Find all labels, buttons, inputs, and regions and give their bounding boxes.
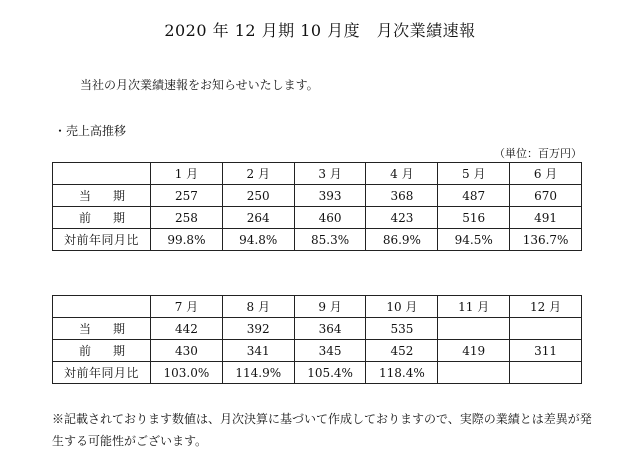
month-header: 12 月 <box>510 296 582 318</box>
value-cell: 487 <box>438 185 510 207</box>
header-row <box>53 163 582 185</box>
row-label-previous: 前期 <box>53 207 151 229</box>
header-corner-cell <box>53 163 151 185</box>
row-label-current: 当期 <box>53 318 151 340</box>
value-cell <box>438 362 510 384</box>
value-cell: 118.4% <box>366 362 438 384</box>
value-cell: 311 <box>510 340 582 362</box>
value-cell: 114.9% <box>222 362 294 384</box>
sales-table-first-half <box>52 162 582 251</box>
month-header: 7 月 <box>151 296 223 318</box>
value-cell <box>510 362 582 384</box>
value-cell: 250 <box>222 185 294 207</box>
intro-text: 当社の月次業績速報をお知らせいたします。 <box>80 78 319 92</box>
value-cell: 99.8% <box>151 229 223 251</box>
value-cell: 345 <box>294 340 366 362</box>
value-cell: 491 <box>510 207 582 229</box>
value-cell: 670 <box>510 185 582 207</box>
current-period-row <box>53 318 582 340</box>
value-cell: 430 <box>151 340 223 362</box>
value-cell: 85.3% <box>294 229 366 251</box>
month-header: 9 月 <box>294 296 366 318</box>
month-header: 6 月 <box>510 163 582 185</box>
value-cell: 257 <box>151 185 223 207</box>
value-cell <box>510 318 582 340</box>
value-cell: 136.7% <box>510 229 582 251</box>
value-cell <box>438 318 510 340</box>
month-header: 4 月 <box>366 163 438 185</box>
row-label-previous: 前期 <box>53 340 151 362</box>
value-cell: 258 <box>151 207 223 229</box>
month-header: 10 月 <box>366 296 438 318</box>
value-cell: 460 <box>294 207 366 229</box>
month-header: 8 月 <box>222 296 294 318</box>
previous-period-row <box>53 207 582 229</box>
value-cell: 419 <box>438 340 510 362</box>
current-period-row <box>53 185 582 207</box>
section-heading: ・売上高推移 <box>54 124 127 138</box>
value-cell: 368 <box>366 185 438 207</box>
value-cell: 442 <box>151 318 223 340</box>
month-header: 1 月 <box>151 163 223 185</box>
row-label-ratio: 対前年同月比 <box>53 229 151 251</box>
month-header: 5 月 <box>438 163 510 185</box>
value-cell: 392 <box>222 318 294 340</box>
value-cell: 535 <box>366 318 438 340</box>
value-cell: 452 <box>366 340 438 362</box>
yoy-ratio-row <box>53 362 582 384</box>
month-header: 2 月 <box>222 163 294 185</box>
sales-table-second-half <box>52 295 582 384</box>
disclaimer-note: ※記載されております数値は、月次決算に基づいて作成しておりますので、実際の業績とは差異が発生する可能性がございます。 <box>52 412 592 448</box>
value-cell: 264 <box>222 207 294 229</box>
value-cell: 94.5% <box>438 229 510 251</box>
value-cell: 103.0% <box>151 362 223 384</box>
value-cell: 364 <box>294 318 366 340</box>
header-row <box>53 296 582 318</box>
page-title: 2020 年 12 月期 10 月度 月次業績速報 <box>164 21 476 40</box>
month-header: 3 月 <box>294 163 366 185</box>
value-cell: 341 <box>222 340 294 362</box>
value-cell: 516 <box>438 207 510 229</box>
previous-period-row <box>53 340 582 362</box>
yoy-ratio-row <box>53 229 582 251</box>
value-cell: 393 <box>294 185 366 207</box>
value-cell: 423 <box>366 207 438 229</box>
header-corner-cell <box>53 296 151 318</box>
row-label-ratio: 対前年同月比 <box>53 362 151 384</box>
value-cell: 105.4% <box>294 362 366 384</box>
value-cell: 86.9% <box>366 229 438 251</box>
month-header: 11 月 <box>438 296 510 318</box>
value-cell: 94.8% <box>222 229 294 251</box>
row-label-current: 当期 <box>53 185 151 207</box>
unit-label: （単位：百万円） <box>494 147 582 160</box>
